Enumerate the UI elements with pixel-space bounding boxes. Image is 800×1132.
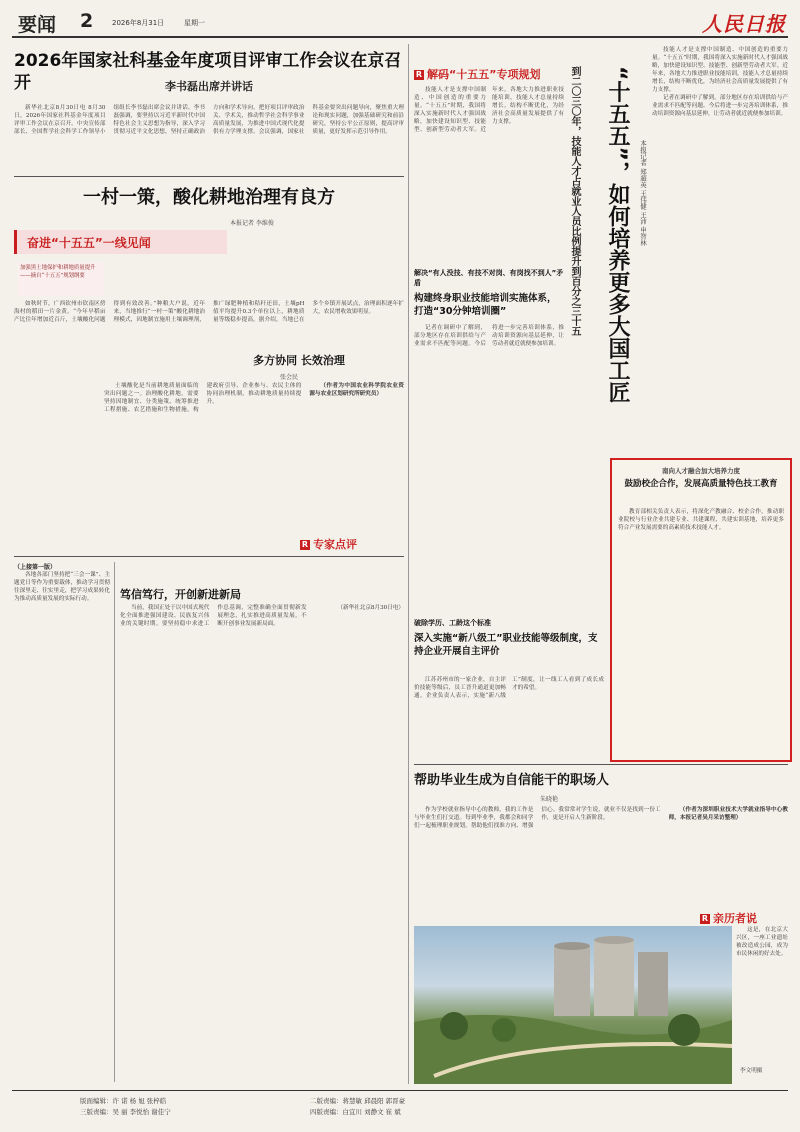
right-body: 技能人才是支撑中国制造、中国创造的重要力量。“十五五”时期，我国将深入实施新时代人才强国战略，加快建设知识型、技能型、创新型劳动者大军。近年来，各地大力推进职业技能培训，技能人才总量持续增长，结构不断优化，为经济社会高质量发展提供了有力支撑。 记者在调研中了解到，部分地区存在培训供给与产业需求不匹配等问题。今后将进一步完善培训体系，推动培训资源向基层延伸，让劳动者就近就便参加培训。 (652, 47, 788, 117)
feature-pull-quote (18, 262, 104, 296)
special-h1b: 构建终身职业技能培训实施体系，打造“30分钟培训圈” (414, 293, 557, 317)
feature-byline2: 张会民 (280, 374, 299, 381)
special-h1: 解决“有人没技、有技不对岗、有岗找不到人”矛盾 (414, 269, 564, 287)
left-column (14, 562, 110, 1082)
photo-caption: 这是，在北京大兴区，一座工业遗址被改造成公园，成为市民休闲的好去处。 (736, 927, 788, 957)
newspaper-logo: 人民日报 (702, 12, 786, 36)
divider (14, 556, 404, 557)
special-banner: R 解码“十五五”专项规划 (415, 68, 541, 81)
section-label: 要闻 (18, 14, 57, 36)
special-reporters: 本报记者 郑超英 王伟健 王沛 申智林 (639, 140, 647, 246)
masthead (12, 6, 788, 36)
page-number: 2 (80, 10, 94, 32)
footer-rule (12, 1090, 788, 1091)
feature-byline: 本报记者 李维俊 (230, 220, 274, 227)
feature-banner-text: 奋进“十五五”一线见闻 (27, 236, 151, 250)
jobs-headline: 帮助毕业生成为自信能干的职场人 (414, 773, 610, 788)
box-head: 南向人才融合加大培养力度 (662, 467, 740, 475)
special-body-c: 江苏苏州市的一家企业，自主评价技能等级后，员工晋升通道更加畅通。企业负责人表示，实施“新八级工”制度，让一线工人看到了成长成才的希望。 (414, 677, 604, 699)
comment-headline: 笃信笃行，开创新进新局 (120, 588, 241, 601)
jobs-body: 作为学校就业指导中心的教师，我的工作是与毕业生们打交道。每到毕业季，我都会和同学们一起梳理职业规划，帮助他们找准方向、增强信心。我常常对学生说，就业不仅是找到一份工作，更是开启人生新阶段。 （作者为深圳职业技术大学就业指导中心教师，本报记者吴月采访整理） (414, 807, 788, 829)
feature-headline: 一村一策，酸化耕地治理有良方 (83, 187, 335, 208)
divider (414, 764, 788, 765)
divider (114, 562, 115, 1082)
special-headline: “十五五”，如何培养更多大国工匠 (605, 66, 630, 403)
comment-banner: R 专家点评 (301, 538, 357, 551)
feature-body2: 土壤酸化是当前耕地质量面临的突出问题之一。治理酸化耕地，需要坚持因地制宜、分类施策，统筹推进工程措施、农艺措施和生物措施，构建政府引导、企业参与、农民主体的协同治理机制，推动耕地质量持续提升。 （作者为中国农业科学院农业资源与农业区划研究所研究员） (104, 383, 404, 413)
lead-subhead: 李书磊出席并讲话 (165, 80, 253, 93)
box-body: 教育部相关负责人表示，将深化产教融合、校企合作，推动职业院校与行业企业共建专业、共建课程、共建实训基地，培养更多符合产业发展需要的高素质技术技能人才。 (618, 509, 784, 531)
highlight-box (610, 458, 792, 762)
divider (408, 44, 409, 1084)
comment-body: 当前，我国正处于以中国式现代化全面推进强国建设、民族复兴伟业的关键时期。要坚持稳中求进工作总基调，完整准确全面贯彻新发展理念，扎实推进高质量发展，不断开创事业发展新局面。 （新华社北京8月30日电） (120, 605, 404, 627)
special-vertical-sub: 到二〇三〇年，技能人才占就业人员比例提升到百分之三十五 (569, 66, 580, 336)
feature-subhead2: 多方协同 长效治理 (253, 354, 345, 367)
special-banner-icon: R (415, 70, 423, 79)
box-title: 鼓励校企合作，发展高质量特色技工教育 (624, 479, 778, 489)
masthead-rule (12, 36, 788, 38)
divider (14, 176, 404, 177)
photo-banner-icon: R (701, 914, 709, 923)
feature-pull-text: 加强黑土地保护和耕地质量提升——摘自“十五五”规划纲要 (20, 265, 96, 279)
issue-weekday: 星期一 (184, 19, 205, 27)
jobs-byline: 朱晓艳 (540, 796, 559, 803)
lead-body: 新华社北京8月30日电 8月30日，2026年国家社科基金年度项目评审工作会议在京召开。中央宣传部部长、全国哲学社会科学工作领导小组组长李书磊出席会议并讲话。李书磊强调，要坚持以习近平新时代中国特色社会主义思想为指导，深入学习贯彻习近平文化思想，坚持正确政治方向和学术导向，把好项目评审政治关、学术关，推动哲学社会科学事业高质量发展，为推进中国式现代化提供有力学理支撑。会议强调，国家社科基金要突出问题导向，聚焦重大理论和现实问题，加强基础研究和前沿研究，坚持公平公正原则，提高评审质量，更好发挥示范引导作用。 (14, 105, 404, 135)
footer-editors: 版面编辑：许 诺 杨 旭 张梓皓 二版责编：蒋慧敏 邱晨阳 郭晋豪 三版责编：吴 丽 李悦怡 谢佳宁 四版责编：白宜川 刘静文 崔 斌 (80, 1097, 406, 1116)
issue-date: 2026年8月31日 (112, 19, 165, 27)
park-photo (414, 926, 732, 1084)
photo-banner: R 亲历者说 (701, 912, 757, 925)
feature-body: 如秋时节，广西钦州市钦南区傍海村的稻田一片金黄。“今年早稻亩产比往年增加近百斤，土壤酸化问题得到有效改善。”种粮大户说。近年来，当地推行“一村一策”酸化耕地治理模式，因地制宜施用土壤调理剂，推广绿肥种植和秸秆还田，土壤pH值平均提升0.3个单位以上，耕地质量等级稳步提高。据介绍，当地已在多个乡镇开展试点，治理面积逐年扩大，农民增收效果明显。 (14, 301, 404, 323)
comment-banner-icon: R (301, 540, 309, 549)
left-column-head: （上接第一版） (14, 564, 57, 571)
feature-banner (14, 230, 227, 254)
special-h2b: 深入实施“新八级工”职业技能等级制度，支持企业开展自主评价 (414, 633, 598, 657)
special-body-b: 记者在调研中了解到，部分地区存在培训供给与产业需求不匹配等问题。今后将进一步完善培训体系，推动培训资源向基层延伸，让劳动者就近就便参加培训。 (414, 325, 564, 347)
special-h2: 破除学历、工龄这个标准 (414, 619, 491, 627)
left-column-body: 各地各部门坚持把“三会一课”、主题党日等作为重要载体，推动学习贯彻往深里走、往实里走，把学习成果转化为推动高质量发展的实际行动。 (14, 572, 110, 602)
special-body: 技能人才是支撑中国制造、中国创造的重要力量。“十五五”时期，我国将深入实施新时代人才强国战略，加快建设知识型、技能型、创新型劳动者大军。近年来，各地大力推进职业技能培训，技能人才总量持续增长，结构不断优化，为经济社会高质量发展提供了有力支撑。 (414, 87, 564, 133)
park-illustration (414, 926, 732, 1084)
lead-headline: 2026年国家社科基金年度项目评审工作会议在京召开 (14, 51, 402, 93)
photo-credit: 李文明摄 (740, 1068, 763, 1074)
